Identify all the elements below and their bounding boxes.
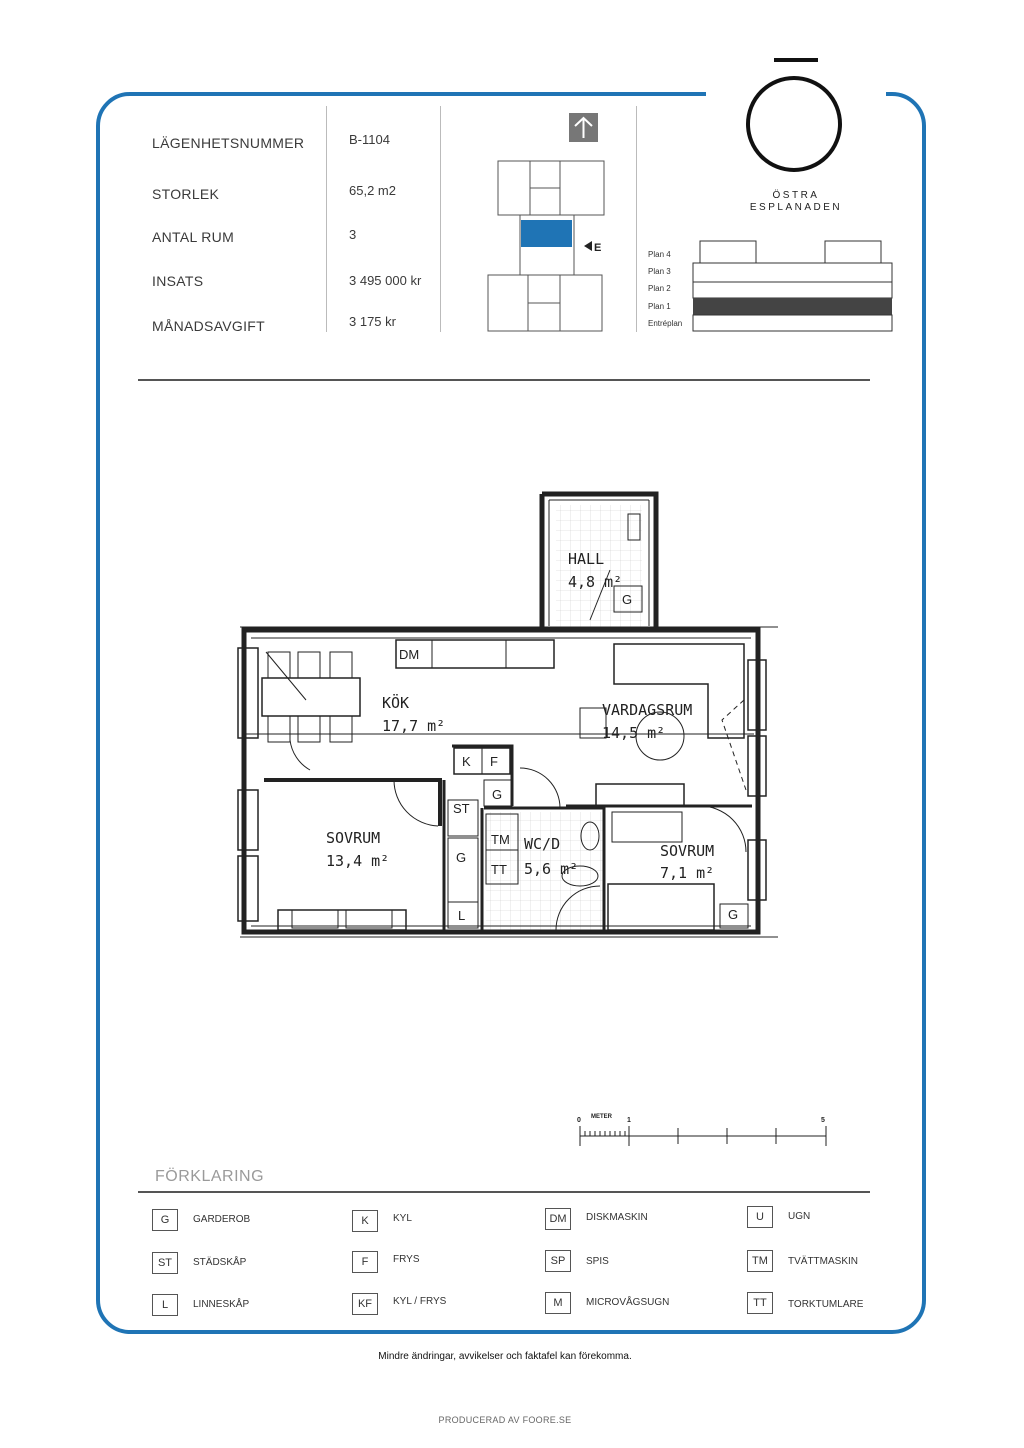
- room-area-bathroom: 5,6 m²: [524, 860, 579, 878]
- legend-text: GARDEROB: [193, 1214, 251, 1225]
- producer-credit: PRODUCERAD AV FOORE.SE: [438, 1415, 572, 1425]
- mark-fridge: K: [462, 754, 471, 769]
- floor-label-entry: Entréplan: [648, 319, 683, 328]
- legend-code: SP: [545, 1250, 571, 1272]
- info-label-fee: MÅNADSAVGIFT: [152, 318, 266, 334]
- legend-code: G: [152, 1209, 178, 1231]
- legend-text: STÄDSKÅP: [193, 1257, 247, 1268]
- info-value-rooms: 3: [349, 227, 357, 242]
- legend-code: K: [352, 1210, 378, 1232]
- legend-code: TT: [747, 1292, 773, 1314]
- info-label-size: STORLEK: [152, 186, 220, 202]
- mark-linen-closet: L: [458, 908, 466, 923]
- legend-code: TM: [747, 1250, 773, 1272]
- legend-text: DISKMASKIN: [586, 1212, 648, 1223]
- legend-code: L: [152, 1294, 178, 1316]
- legend-text: MICROVÅGSUGN: [586, 1297, 670, 1308]
- room-area-bedroom-1: 13,4 m²: [326, 852, 390, 870]
- mark-cleaning-closet: ST: [453, 801, 470, 816]
- info-value-apartment: B-1104: [349, 132, 390, 147]
- mark-wardrobe: G: [456, 850, 467, 865]
- legend-text: KYL / FRYS: [393, 1296, 447, 1307]
- legend-text: TORKTUMLARE: [788, 1299, 864, 1310]
- logo-line-2: ESPLANADEN: [749, 202, 843, 213]
- mark-dryer: TT: [491, 862, 507, 877]
- legend-code: M: [545, 1292, 571, 1314]
- legend-title: FÖRKLARING: [155, 1168, 265, 1185]
- scale-unit: METER: [591, 1114, 612, 1120]
- legend-code: U: [747, 1206, 773, 1228]
- entrance-mark: E: [594, 242, 602, 254]
- scale-tick-1: 1: [627, 1117, 631, 1124]
- legend-text: FRYS: [393, 1254, 420, 1265]
- mark-washer: TM: [491, 832, 510, 847]
- scale-tick-5: 5: [821, 1117, 825, 1124]
- room-name-bedroom-2: SOVRUM: [660, 842, 715, 860]
- legend-code: F: [352, 1251, 378, 1273]
- legend-text: TVÄTTMASKIN: [788, 1256, 859, 1267]
- legend-text: UGN: [788, 1211, 811, 1222]
- room-name-bathroom: WC/D: [524, 835, 561, 853]
- room-area-kitchen: 17,7 m²: [382, 717, 446, 735]
- legend-code: ST: [152, 1252, 178, 1274]
- mark-wardrobe: G: [622, 592, 633, 607]
- room-area-bedroom-2: 7,1 m²: [660, 864, 715, 882]
- disclaimer: Mindre ändringar, avvikelser och faktafel kan förekomma.: [378, 1351, 632, 1362]
- legend-divider: [138, 1191, 870, 1193]
- room-name-bedroom-1: SOVRUM: [326, 829, 381, 847]
- logo-line-1: ÖSTRA: [772, 190, 820, 201]
- mark-wardrobe: G: [728, 907, 739, 922]
- scale-tick-0: 0: [577, 1117, 581, 1124]
- floor-label-2: Plan 2: [648, 284, 671, 293]
- legend-text: SPIS: [586, 1256, 609, 1267]
- legend-code: DM: [545, 1208, 571, 1230]
- mark-dishwasher: DM: [399, 647, 420, 662]
- legend-code: KF: [352, 1293, 378, 1315]
- mark-wardrobe: G: [492, 787, 503, 802]
- info-label-deposit: INSATS: [152, 273, 204, 289]
- floor-label-3: Plan 3: [648, 267, 671, 276]
- room-name-living: VARDAGSRUM: [602, 701, 693, 719]
- info-value-size: 65,2 m2: [349, 183, 396, 198]
- floor-label-1: Plan 1: [648, 302, 671, 311]
- legend-text: LINNESKÅP: [193, 1299, 250, 1310]
- room-name-hall: HALL: [568, 550, 605, 568]
- info-value-deposit: 3 495 000 kr: [349, 273, 422, 288]
- floor-label-4: Plan 4: [648, 250, 671, 259]
- mark-freezer: F: [490, 754, 498, 769]
- info-label-apartment: LÄGENHETSNUMMER: [152, 135, 305, 151]
- room-name-kitchen: KÖK: [382, 694, 410, 712]
- room-area-hall: 4,8 m²: [568, 573, 623, 591]
- legend-text: KYL: [393, 1213, 412, 1224]
- scale-bar: [570, 1110, 840, 1154]
- info-label-rooms: ANTAL RUM: [152, 229, 235, 245]
- room-area-living: 14,5 m²: [602, 724, 666, 742]
- info-value-fee: 3 175 kr: [349, 314, 396, 329]
